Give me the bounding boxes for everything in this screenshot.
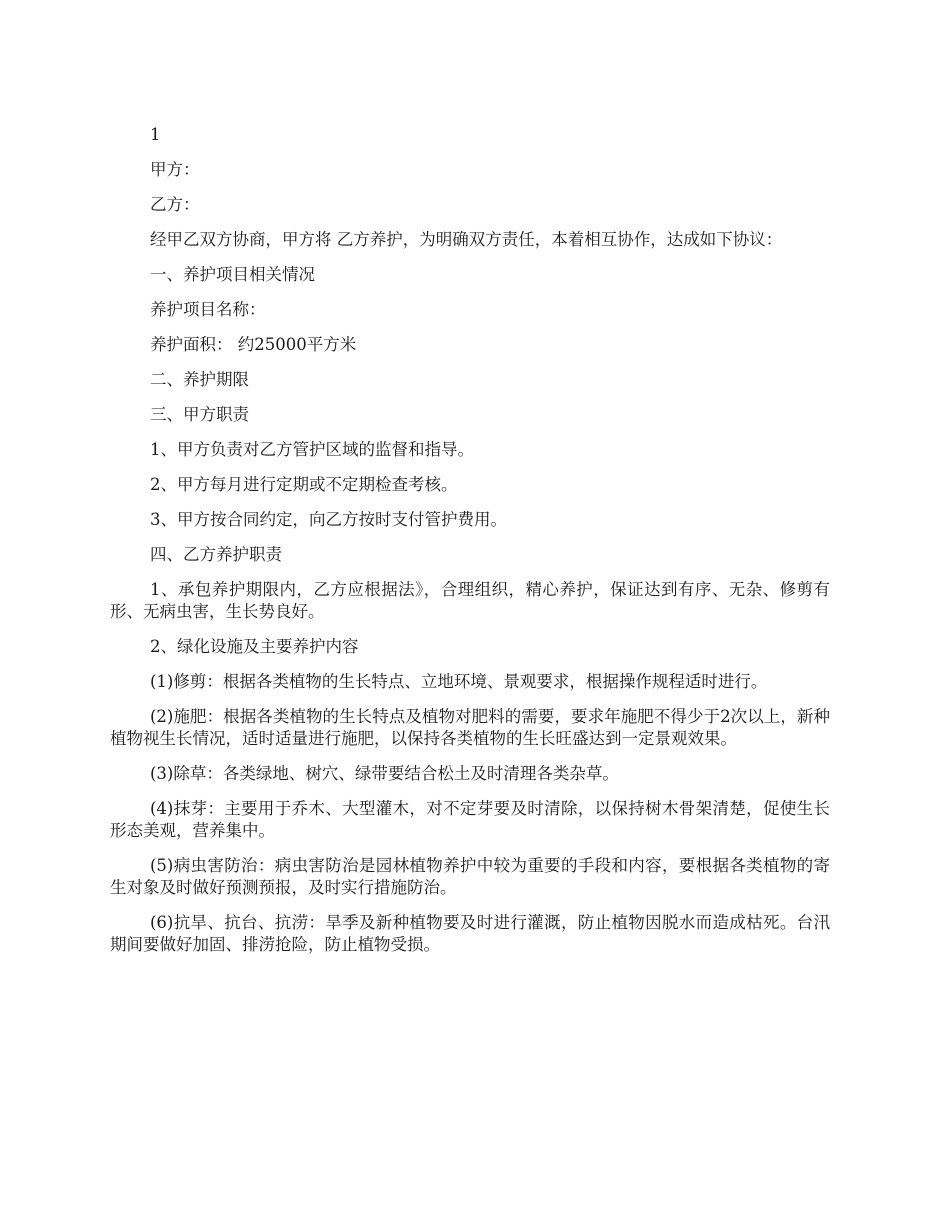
maintenance-item-fertilizing: (2)施肥：根据各类植物的生长特点及植物对肥料的需要，要求年施肥不得少于2次以上，新种植物视生长情况，适时适量进行施肥，以保持各类植物的生长旺盛达到一定景观效果。 (110, 707, 830, 748)
maintenance-item-weeding: (3)除草：各类绿地、树穴、绿带要结合松土及时清理各类杂草。 (150, 764, 619, 783)
party-a-line: 甲方： (150, 160, 200, 179)
project-area-line: 养护面积： 约25000平方米 (150, 335, 357, 354)
party-b-duty-item: 1、承包养护期限内，乙方应根据法》，合理组织，精心养护，保证达到有序、无杂、修剪有形、无病虫害，生长势良好。 (110, 580, 830, 621)
party-b-line: 乙方： (150, 195, 200, 214)
section-heading-party-a-duties: 三、甲方职责 (150, 405, 249, 424)
maintenance-item-pest-control: (5)病虫害防治：病虫害防治是园林植物养护中较为重要的手段和内容，要根据各类植物的寄生对象及时做好预测预报，及时实行措施防治。 (110, 856, 830, 897)
agreement-intro: 经甲乙双方协商，甲方将 乙方养护，为明确双方责任，本着相互协作，达成如下协议： (150, 230, 783, 249)
document-body (110, 124, 830, 969)
maintenance-item-disaster-prevention: (6)抗旱、抗台、抗涝：旱季及新种植物要及时进行灌溉，防止植物因脱水而造成枯死。台汛期间要做好加固、排涝抢险，防止植物受损。 (110, 913, 830, 954)
maintenance-item-bud-removal: (4)抹芽：主要用于乔木、大型灌木，对不定芽要及时清除，以保持树木骨架清楚，促使生长形态美观，营养集中。 (110, 799, 830, 840)
section-heading-term: 二、养护期限 (150, 370, 249, 389)
maintenance-item-pruning: (1)修剪：根据各类植物的生长特点、立地环境、景观要求，根据操作规程适时进行。 (150, 672, 768, 691)
section-heading-project: 一、养护项目相关情况 (150, 265, 315, 284)
party-a-duty-item: 1、甲方负责对乙方管护区域的监督和指导。 (150, 440, 474, 459)
party-a-duty-item: 3、甲方按合同约定，向乙方按时支付管护费用。 (150, 510, 507, 529)
section-heading-party-b-duties: 四、乙方养护职责 (150, 545, 282, 564)
page-number: 1 (150, 125, 161, 144)
project-name-line: 养护项目名称： (150, 300, 266, 319)
party-a-duty-item: 2、甲方每月进行定期或不定期检查考核。 (150, 475, 458, 494)
party-b-duty-item: 2、绿化设施及主要养护内容 (150, 637, 359, 656)
